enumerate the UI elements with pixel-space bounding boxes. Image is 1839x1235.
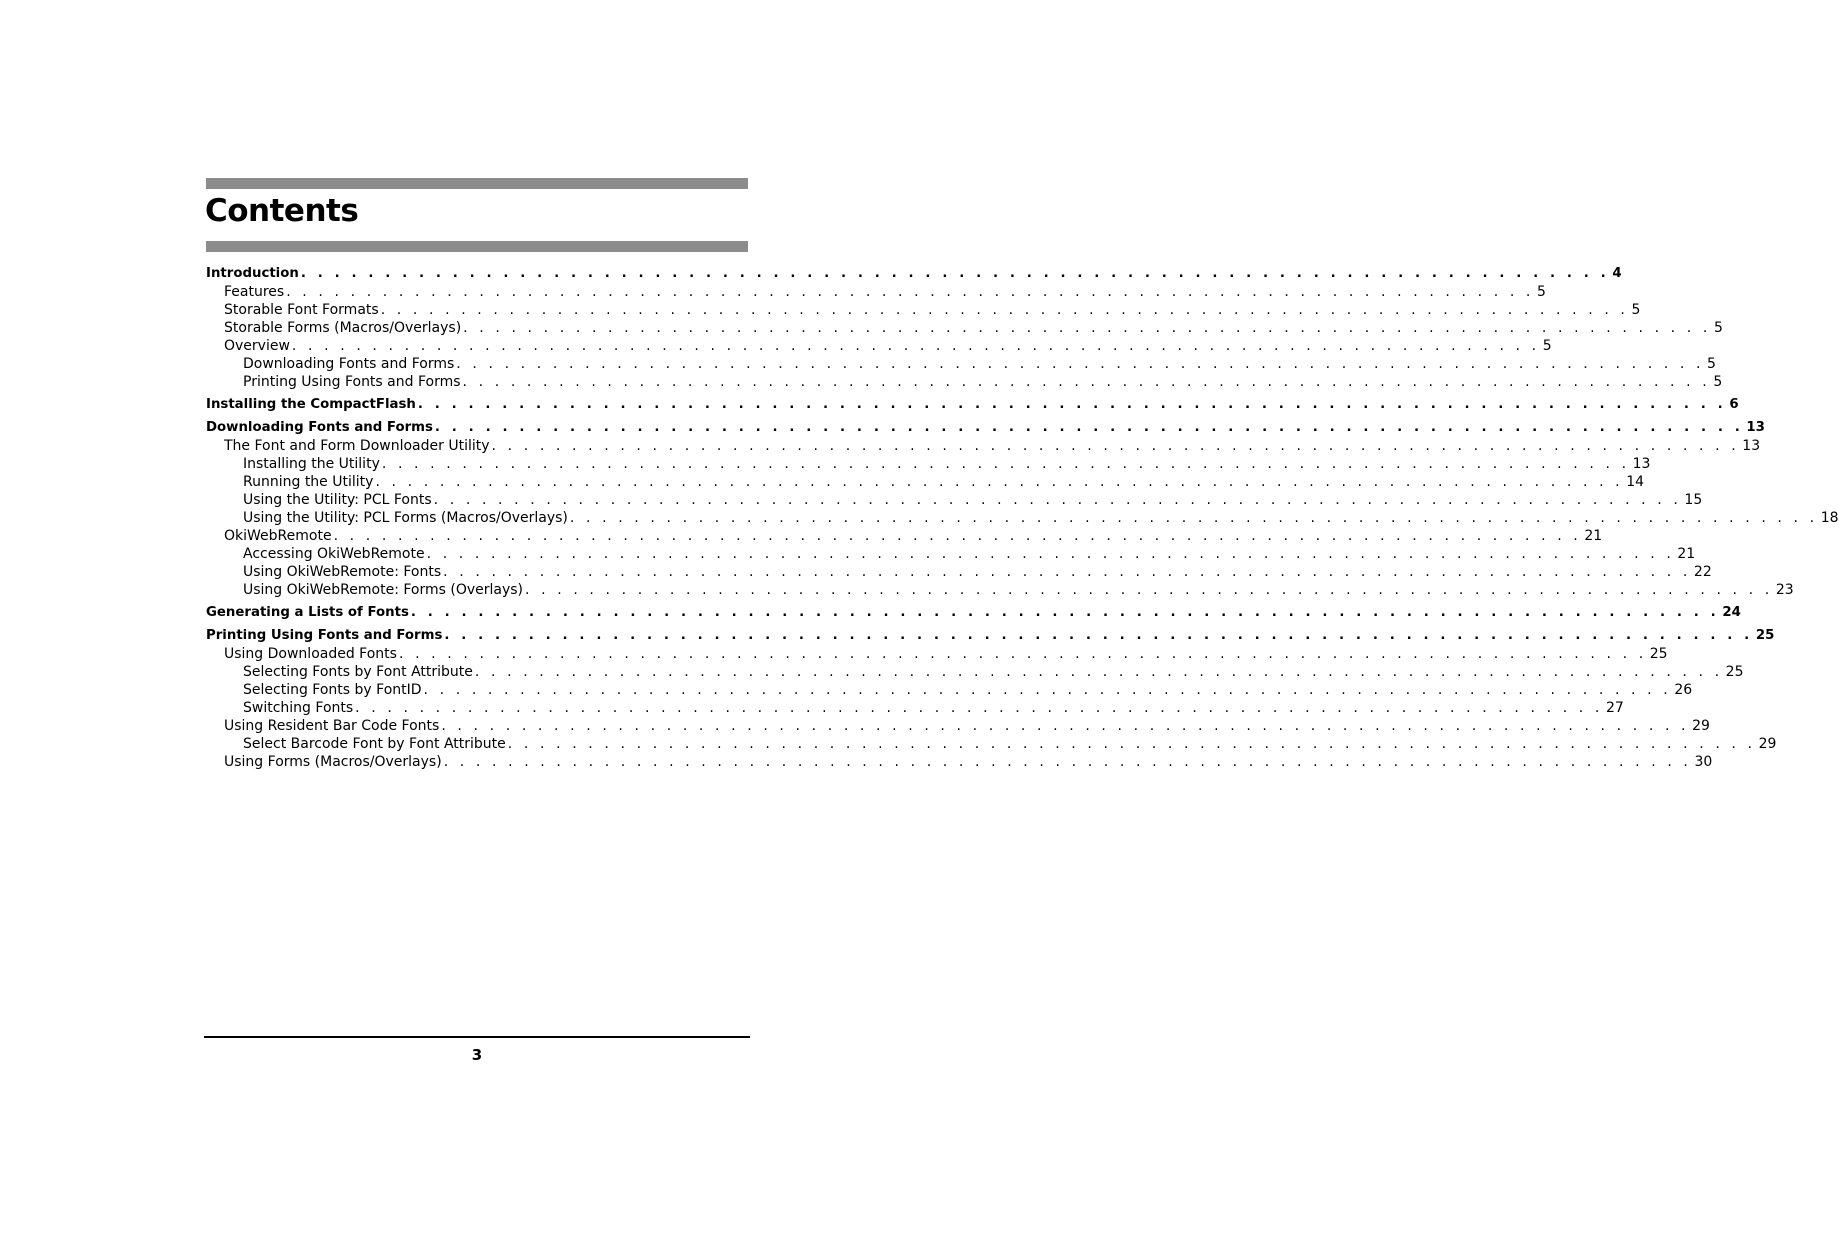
toc-entry-page: 5 bbox=[1628, 301, 1640, 319]
toc-entry-page: 6 bbox=[1726, 396, 1738, 414]
toc-entry[interactable] bbox=[206, 645, 1668, 663]
toc-entry[interactable] bbox=[206, 419, 1765, 437]
toc-entry-label: Using Resident Bar Code Fonts bbox=[206, 717, 441, 735]
toc-dot-leader: . . . . . . . . . . . . . . . . . . . . . . . . . . . . . . . . . . . . . . . . . . . . . . . . . . . . . . . . . . . . . . . . . . . . . . . . . . . . . . bbox=[380, 302, 1629, 318]
toc-dot-leader: . . . . . . . . . . . . . . . . . . . . . . . . . . . . . . . . . . . . . . . . . . . . . . . . . . . . . . . . . . . . . . . . . . . . . . . . . . . . . . bbox=[443, 564, 1691, 580]
toc-entry-label: Select Barcode Font by Font Attribute bbox=[206, 735, 508, 753]
toc-entry[interactable] bbox=[206, 527, 1603, 545]
toc-dot-leader: . . . . . . . . . . . . . . . . . . . . . . . . . . . . . . . . . . . . . . . . . . . . . . . . . . . . . . . . . . . . . . . . . . . . . . . . . . . . . . bbox=[507, 736, 1756, 752]
toc-entry-label: Printing Using Fonts and Forms bbox=[206, 628, 443, 643]
toc-entry[interactable] bbox=[206, 563, 1712, 581]
toc-dot-leader: . . . . . . . . . . . . . . . . . . . . . . . . . . . . . . . . . . . . . . . . . . . . . . . . . . . . . . . . . . . . . . . . . . . . . . . . . . . . . . bbox=[569, 510, 1818, 526]
page-title: Contents bbox=[205, 193, 359, 229]
toc-entry-page: 29 bbox=[1756, 735, 1777, 753]
toc-entry[interactable] bbox=[206, 581, 1794, 599]
toc-entry[interactable] bbox=[206, 491, 1703, 509]
toc-dot-leader: . . . . . . . . . . . . . . . . . . . . . . . . . . . . . . . . . . . . . . . . . . . . . . . . . . . . . . . . . . . . . . . . . . . . . . . . . . . . . . bbox=[441, 718, 1690, 734]
toc-entry-page: 13 bbox=[1739, 437, 1760, 455]
toc-entry-label: Accessing OkiWebRemote bbox=[206, 545, 427, 563]
toc-dot-leader: . . . . . . . . . . . . . . . . . . . . . . . . . . . . . . . . . . . . . . . . . . . . . . . . . . . . . . . . . . . . . . . . . . . . . . . . . . . . . . bbox=[433, 492, 1682, 508]
toc-entry[interactable] bbox=[206, 509, 1839, 527]
toc-entry[interactable] bbox=[206, 663, 1744, 681]
toc-entry[interactable] bbox=[206, 473, 1645, 491]
toc-entry-label: Running the Utility bbox=[206, 473, 375, 491]
toc-dot-leader: . . . . . . . . . . . . . . . . . . . . . . . . . . . . . . . . . . . . . . . . . . . . . . . . . . . . . . . . . . . . . . . . . . . . . . . . . . . . . . bbox=[375, 474, 1624, 490]
toc-entry[interactable] bbox=[206, 396, 1739, 414]
table-of-contents bbox=[206, 265, 1839, 771]
toc-entry[interactable] bbox=[206, 373, 1723, 391]
toc-entry-label: Using the Utility: PCL Forms (Macros/Overlays) bbox=[206, 509, 570, 527]
toc-entry-page: 5 bbox=[1711, 319, 1723, 337]
toc-entry[interactable] bbox=[206, 753, 1713, 771]
toc-entry-page: 14 bbox=[1623, 473, 1644, 491]
toc-dot-leader: . . . . . . . . . . . . . . . . . . . . . . . . . . . . . . . . . . . . . . . . . . . . . . . . . . . . . . . . . . . . . . . . . . . . . . . . . . . . . . bbox=[456, 356, 1705, 372]
toc-entry-label: Using Forms (Macros/Overlays) bbox=[206, 753, 444, 771]
toc-entry-label: Selecting Fonts by Font Attribute bbox=[206, 663, 475, 681]
toc-dot-leader: . . . . . . . . . . . . . . . . . . . . . . . . . . . . . . . . . . . . . . . . . . . . . . . . . . . . . . . . . . . . . . . . . . . . . . . . . . . . . . bbox=[491, 438, 1740, 454]
page-number: 3 bbox=[471, 1046, 483, 1064]
toc-entry-label: Installing the CompactFlash bbox=[206, 397, 416, 412]
toc-entry[interactable] bbox=[206, 265, 1622, 283]
toc-dot-leader: . . . . . . . . . . . . . . . . . . . . . . . . . . . . . . . . . . . . . . . . . . . . . . . . . . . . . . . . . . . . . . . . . . . . . . . . . . . . . . bbox=[355, 700, 1603, 716]
toc-entry-label: Features bbox=[206, 283, 286, 301]
footer-rule bbox=[204, 1036, 750, 1038]
toc-dot-leader: . . . . . . . . . . . . . . . . . . . . . . . . . . . . . . . . . . . . . . . . . . . . . . . . . . . . . . . . . . . . . . . . . . . . . . . . . . . . . . bbox=[381, 456, 1630, 472]
toc-entry-page: 21 bbox=[1581, 527, 1602, 545]
toc-entry-label: Storable Font Formats bbox=[206, 301, 381, 319]
toc-dot-leader: . . . . . . . . . . . . . . . . . . . . . . . . . . . . . . . . . . . . . . . . . . . . . . . . . . . . . . . . . . . . . . . . . . . . . . . . . . . . . . bbox=[417, 397, 1727, 412]
toc-entry-label: Introduction bbox=[206, 266, 299, 281]
toc-entry[interactable] bbox=[206, 301, 1641, 319]
toc-entry-page: 25 bbox=[1647, 645, 1668, 663]
toc-dot-leader: . . . . . . . . . . . . . . . . . . . . . . . . . . . . . . . . . . . . . . . . . . . . . . . . . . . . . . . . . . . . . . . . . . . . . . . . . . . . . . bbox=[410, 605, 1720, 620]
toc-dot-leader: . . . . . . . . . . . . . . . . . . . . . . . . . . . . . . . . . . . . . . . . . . . . . . . . . . . . . . . . . . . . . . . . . . . . . . . . . . . . . . bbox=[474, 664, 1723, 680]
toc-entry-page: 30 bbox=[1691, 753, 1712, 771]
toc-entry-page: 4 bbox=[1609, 265, 1621, 283]
toc-entry-label: Installing the Utility bbox=[206, 455, 382, 473]
toc-entry-label: Using Downloaded Fonts bbox=[206, 645, 399, 663]
toc-entry-page: 29 bbox=[1689, 717, 1710, 735]
toc-entry-label: Using OkiWebRemote: Forms (Overlays) bbox=[206, 581, 525, 599]
toc-entry-page: 5 bbox=[1534, 283, 1546, 301]
toc-dot-leader: . . . . . . . . . . . . . . . . . . . . . . . . . . . . . . . . . . . . . . . . . . . . . . . . . . . . . . . . . . . . . . . . . . . . . . . . . . . . . . bbox=[525, 582, 1773, 598]
toc-dot-leader: . . . . . . . . . . . . . . . . . . . . . . . . . . . . . . . . . . . . . . . . . . . . . . . . . . . . . . . . . . . . . . . . . . . . . . . . . . . . . . bbox=[462, 374, 1711, 390]
toc-dot-leader: . . . . . . . . . . . . . . . . . . . . . . . . . . . . . . . . . . . . . . . . . . . . . . . . . . . . . . . . . . . . . . . . . . . . . . . . . . . . . . bbox=[444, 628, 1753, 643]
toc-entry[interactable] bbox=[206, 545, 1696, 563]
toc-entry-label: Switching Fonts bbox=[206, 699, 355, 717]
toc-entry[interactable] bbox=[206, 681, 1693, 699]
toc-entry[interactable] bbox=[206, 455, 1651, 473]
toc-entry-page: 21 bbox=[1674, 545, 1695, 563]
toc-entry[interactable] bbox=[206, 604, 1741, 622]
toc-entry[interactable] bbox=[206, 355, 1716, 373]
toc-entry-page: 18 bbox=[1818, 509, 1839, 527]
toc-dot-leader: . . . . . . . . . . . . . . . . . . . . . . . . . . . . . . . . . . . . . . . . . . . . . . . . . . . . . . . . . . . . . . . . . . . . . . . . . . . . . . bbox=[398, 646, 1647, 662]
toc-entry[interactable] bbox=[206, 283, 1546, 301]
toc-entry-page: 22 bbox=[1691, 563, 1712, 581]
toc-entry-page: 24 bbox=[1719, 604, 1741, 622]
toc-entry-label: Downloading Fonts and Forms bbox=[206, 355, 456, 373]
toc-entry-page: 5 bbox=[1710, 373, 1722, 391]
toc-entry-label: Selecting Fonts by FontID bbox=[206, 681, 424, 699]
toc-dot-leader: . . . . . . . . . . . . . . . . . . . . . . . . . . . . . . . . . . . . . . . . . . . . . . . . . . . . . . . . . . . . . . . . . . . . . . . . . . . . . . bbox=[423, 682, 1672, 698]
toc-entry[interactable] bbox=[206, 717, 1710, 735]
toc-entry-page: 13 bbox=[1630, 455, 1651, 473]
toc-entry[interactable] bbox=[206, 735, 1777, 753]
toc-entry-label: Using the Utility: PCL Fonts bbox=[206, 491, 434, 509]
toc-dot-leader: . . . . . . . . . . . . . . . . . . . . . . . . . . . . . . . . . . . . . . . . . . . . . . . . . . . . . . . . . . . . . . . . . . . . . . . . . . . . . . bbox=[333, 528, 1582, 544]
toc-entry-label: Generating a Lists of Fonts bbox=[206, 605, 409, 620]
toc-entry-page: 25 bbox=[1753, 627, 1775, 645]
toc-dot-leader: . . . . . . . . . . . . . . . . . . . . . . . . . . . . . . . . . . . . . . . . . . . . . . . . . . . . . . . . . . . . . . . . . . . . . . . . . . . . . . bbox=[426, 546, 1675, 562]
toc-entry-page: 5 bbox=[1540, 337, 1552, 355]
toc-entry-page: 5 bbox=[1704, 355, 1716, 373]
toc-dot-leader: . . . . . . . . . . . . . . . . . . . . . . . . . . . . . . . . . . . . . . . . . . . . . . . . . . . . . . . . . . . . . . . . . . . . . . . . . . . . . . bbox=[291, 338, 1540, 354]
toc-dot-leader: . . . . . . . . . . . . . . . . . . . . . . . . . . . . . . . . . . . . . . . . . . . . . . . . . . . . . . . . . . . . . . . . . . . . . . . . . . . . . . bbox=[463, 320, 1711, 336]
toc-entry-page: 15 bbox=[1681, 491, 1702, 509]
toc-entry[interactable] bbox=[206, 699, 1624, 717]
toc-entry-label: OkiWebRemote bbox=[206, 527, 334, 545]
toc-entry-label: Storable Forms (Macros/Overlays) bbox=[206, 319, 463, 337]
toc-dot-leader: . . . . . . . . . . . . . . . . . . . . . . . . . . . . . . . . . . . . . . . . . . . . . . . . . . . . . . . . . . . . . . . . . . . . . . . . . . . . . . bbox=[286, 284, 1534, 300]
toc-entry-label: The Font and Form Downloader Utility bbox=[206, 437, 492, 455]
toc-entry-label: Using OkiWebRemote: Fonts bbox=[206, 563, 443, 581]
toc-entry-label: Overview bbox=[206, 337, 292, 355]
toc-entry-page: 25 bbox=[1723, 663, 1744, 681]
toc-entry[interactable] bbox=[206, 337, 1552, 355]
title-rule-bottom bbox=[206, 241, 748, 252]
toc-entry[interactable] bbox=[206, 627, 1775, 645]
toc-dot-leader: . . . . . . . . . . . . . . . . . . . . . . . . . . . . . . . . . . . . . . . . . . . . . . . . . . . . . . . . . . . . . . . . . . . . . . . . . . . . . . bbox=[443, 754, 1692, 770]
toc-entry-label: Printing Using Fonts and Forms bbox=[206, 373, 463, 391]
toc-entry-label: Downloading Fonts and Forms bbox=[206, 420, 433, 435]
toc-entry[interactable] bbox=[206, 319, 1723, 337]
toc-entry[interactable] bbox=[206, 437, 1761, 455]
toc-dot-leader: . . . . . . . . . . . . . . . . . . . . . . . . . . . . . . . . . . . . . . . . . . . . . . . . . . . . . . . . . . . . . . . . . . . . . . . . . . . . . . bbox=[300, 266, 1610, 281]
title-rule-top bbox=[206, 178, 748, 189]
toc-entry-page: 23 bbox=[1773, 581, 1794, 599]
toc-entry-page: 27 bbox=[1603, 699, 1624, 717]
toc-dot-leader: . . . . . . . . . . . . . . . . . . . . . . . . . . . . . . . . . . . . . . . . . . . . . . . . . . . . . . . . . . . . . . . . . . . . . . . . . . . . . . bbox=[434, 420, 1744, 435]
toc-entry-page: 26 bbox=[1671, 681, 1692, 699]
toc-entry-page: 13 bbox=[1743, 419, 1765, 437]
